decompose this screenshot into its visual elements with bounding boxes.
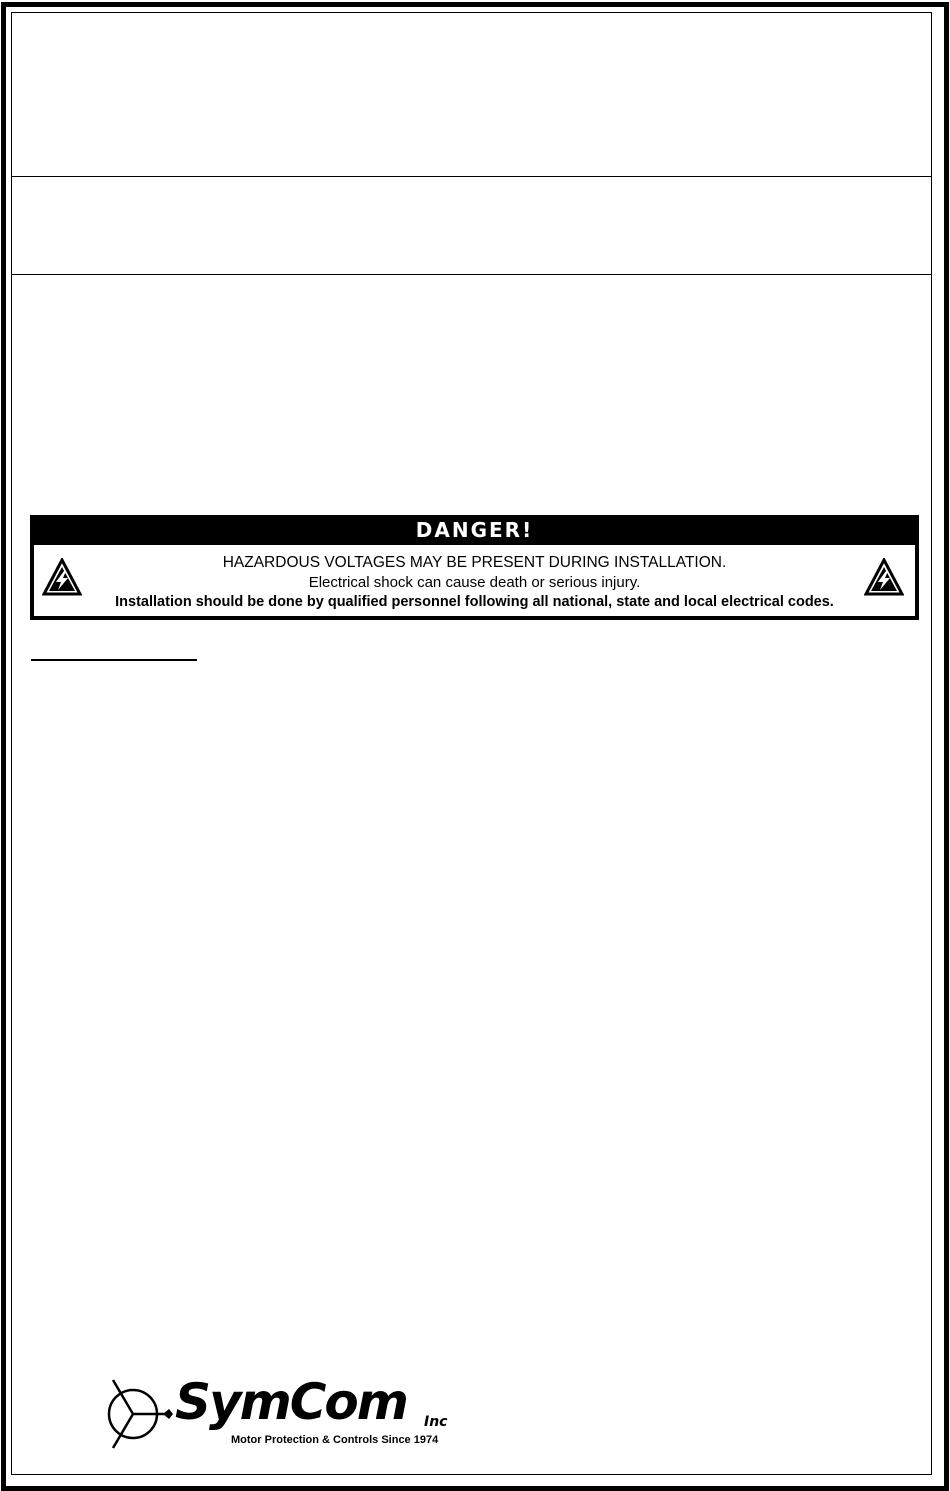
logo-inc: Inc: [424, 1414, 448, 1430]
danger-title: DANGER!: [415, 518, 534, 542]
header-divider-bottom: [11, 274, 932, 275]
logo-mark-icon: [103, 1376, 173, 1452]
electrical-hazard-icon: [864, 558, 904, 598]
company-logo: [103, 1373, 463, 1454]
danger-line-3: Installation should be done by qualified personnel following all national, state and local electrical codes.: [115, 594, 834, 610]
logo-wordmark: SymCom: [175, 1373, 407, 1431]
danger-line-2: Electrical shock can cause death or serious injury.: [308, 574, 641, 591]
danger-message: [34, 545, 915, 616]
page-inner-border: [11, 12, 932, 1475]
header-divider-top: [11, 176, 932, 177]
section-heading-underline: [31, 659, 197, 661]
logo-tagline: Motor Protection & Controls Since 1974: [231, 1434, 439, 1446]
danger-warning-box: [30, 515, 919, 620]
danger-line-1: HAZARDOUS VOLTAGES MAY BE PRESENT DURING INSTALLATION.: [222, 554, 727, 571]
